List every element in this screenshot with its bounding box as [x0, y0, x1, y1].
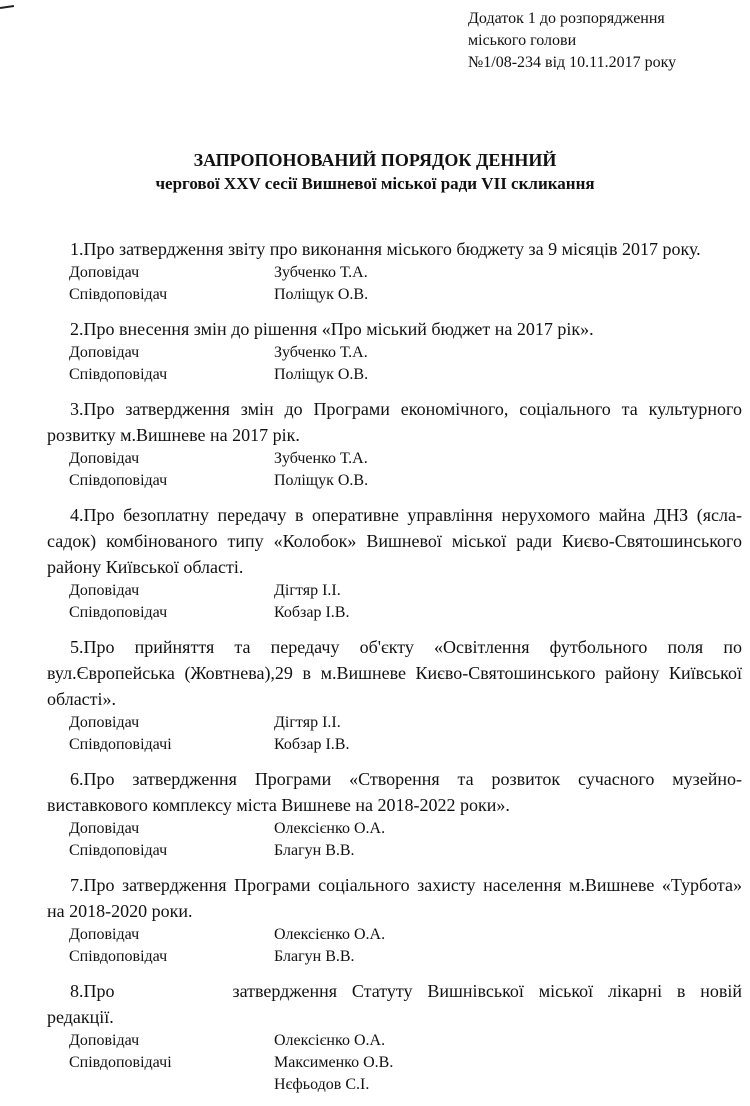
speaker-row [47, 712, 742, 734]
agenda-item-8 [47, 978, 742, 1096]
agenda-item-2 [47, 316, 742, 386]
speaker-role: Співдоповідач [69, 948, 168, 965]
speaker-name: Кобзар І.В. [274, 736, 350, 753]
agenda-item-text: 5.Про прийняття та передачу об'єкту «Освітлення футбольного поля по вул.Європейська (Жовтнева),29 в м.Вишневе Києво-Святошинського району Київської області». [47, 637, 742, 709]
speaker-role: Доповідач [69, 344, 140, 361]
speaker-role: Співдоповідач [69, 842, 168, 859]
speaker-role: Співдоповідачі [69, 1054, 172, 1071]
speaker-name: Поліщук О.В. [274, 366, 369, 383]
speaker-name: Зубченко Т.А. [274, 344, 368, 361]
speaker-role: Співдоповідач [69, 286, 168, 303]
speaker-name: Кобзар І.В. [274, 604, 350, 621]
speaker-name: Зубченко Т.А. [274, 264, 368, 281]
speaker-role: Доповідач [69, 264, 140, 281]
speaker-row [47, 262, 742, 284]
speaker-name: Дігтяр І.І. [274, 582, 341, 599]
speaker-role: Доповідач [69, 820, 140, 837]
speaker-role: Співдоповідач [69, 366, 168, 383]
speaker-row [47, 1030, 742, 1052]
speaker-name: Поліщук О.В. [274, 472, 369, 489]
speaker-name: Олексієнко О.А. [274, 820, 386, 837]
appendix-line-1: Додаток 1 до розпорядження [468, 10, 665, 27]
agenda-item-4 [47, 502, 742, 624]
agenda-item-text: 2.Про внесення змін до рішення «Про міський бюджет на 2017 рік». [70, 319, 594, 339]
speaker-row [47, 818, 742, 840]
agenda-item-text: 7.Про затвердження Програми соціального захисту населення м.Вишневе «Турбота» на 2018-2020 роки. [47, 875, 742, 921]
speaker-role: Доповідач [69, 926, 140, 943]
appendix-block [468, 8, 676, 74]
agenda-item-text: 1.Про затвердження звіту про виконання міського бюджету за 9 місяців 2017 року. [70, 239, 701, 259]
speaker-name: Благун В.В. [274, 948, 355, 965]
speaker-name: Нєфьодов С.І. [274, 1076, 370, 1093]
speaker-name: Зубченко Т.А. [274, 450, 368, 467]
document-title [0, 148, 750, 195]
title-subtitle: чергової XXV сесії Вишневої міської ради VII скликання [155, 174, 595, 193]
speaker-name: Максименко О.В. [274, 1054, 394, 1071]
agenda-item-text-start: 8.Про [70, 981, 115, 1001]
agenda-item-7 [47, 872, 742, 968]
agenda-item-text: 4.Про безоплатну передачу в оперативне управління нерухомого майна ДНЗ (ясла-садок) комбінованого типу «Колобок» Вишневої міської ради Києво-Святошинського району Київської області. [47, 505, 742, 577]
agenda-item-text [47, 978, 742, 1030]
speaker-row [47, 342, 742, 364]
speaker-role: Співдоповідач [69, 472, 168, 489]
speaker-name: Дігтяр І.І. [274, 714, 341, 731]
agenda-list [47, 236, 742, 1106]
speaker-row [47, 284, 742, 306]
agenda-item-text: 3.Про затвердження змін до Програми економічного, соціального та культурного розвитку м.Вишневе на 2017 рік. [47, 399, 742, 445]
speaker-role: Доповідач [69, 582, 140, 599]
speaker-role: Доповідач [69, 1032, 140, 1049]
speaker-role: Співдоповідачі [69, 736, 172, 753]
agenda-item-1 [47, 236, 742, 306]
speaker-role: Співдоповідач [69, 604, 168, 621]
speaker-row [47, 448, 742, 470]
speaker-row [47, 602, 742, 624]
speaker-row [47, 840, 742, 862]
speaker-role: Доповідач [69, 714, 140, 731]
speaker-role: Доповідач [69, 450, 140, 467]
speaker-row [47, 924, 742, 946]
scan-mark [0, 5, 14, 9]
appendix-line-2: міського голови [468, 32, 577, 49]
title-main: ЗАПРОПОНОВАНИЙ ПОРЯДОК ДЕННИЙ [193, 150, 557, 170]
agenda-item-5 [47, 634, 742, 756]
speaker-name: Поліщук О.В. [274, 286, 369, 303]
agenda-item-text: 6.Про затвердження Програми «Створення та розвиток сучасного музейно-виставкового комплексу міста Вишневе на 2018-2022 роки». [47, 769, 742, 815]
speaker-name: Олексієнко О.А. [274, 1032, 386, 1049]
agenda-item-text-end: затвердження Статуту Вишнівської міської лікарні в новій редакції. [47, 981, 742, 1027]
speaker-row [47, 580, 742, 602]
speaker-row [47, 734, 742, 756]
agenda-item-6 [47, 766, 742, 862]
speaker-row [47, 470, 742, 492]
speaker-row [47, 1052, 742, 1096]
speaker-name: Олексієнко О.А. [274, 926, 386, 943]
speaker-row [47, 364, 742, 386]
appendix-line-3: №1/08-234 від 10.11.2017 року [468, 54, 677, 71]
speaker-row [47, 946, 742, 968]
speaker-name: Благун В.В. [274, 842, 355, 859]
agenda-item-3 [47, 396, 742, 492]
